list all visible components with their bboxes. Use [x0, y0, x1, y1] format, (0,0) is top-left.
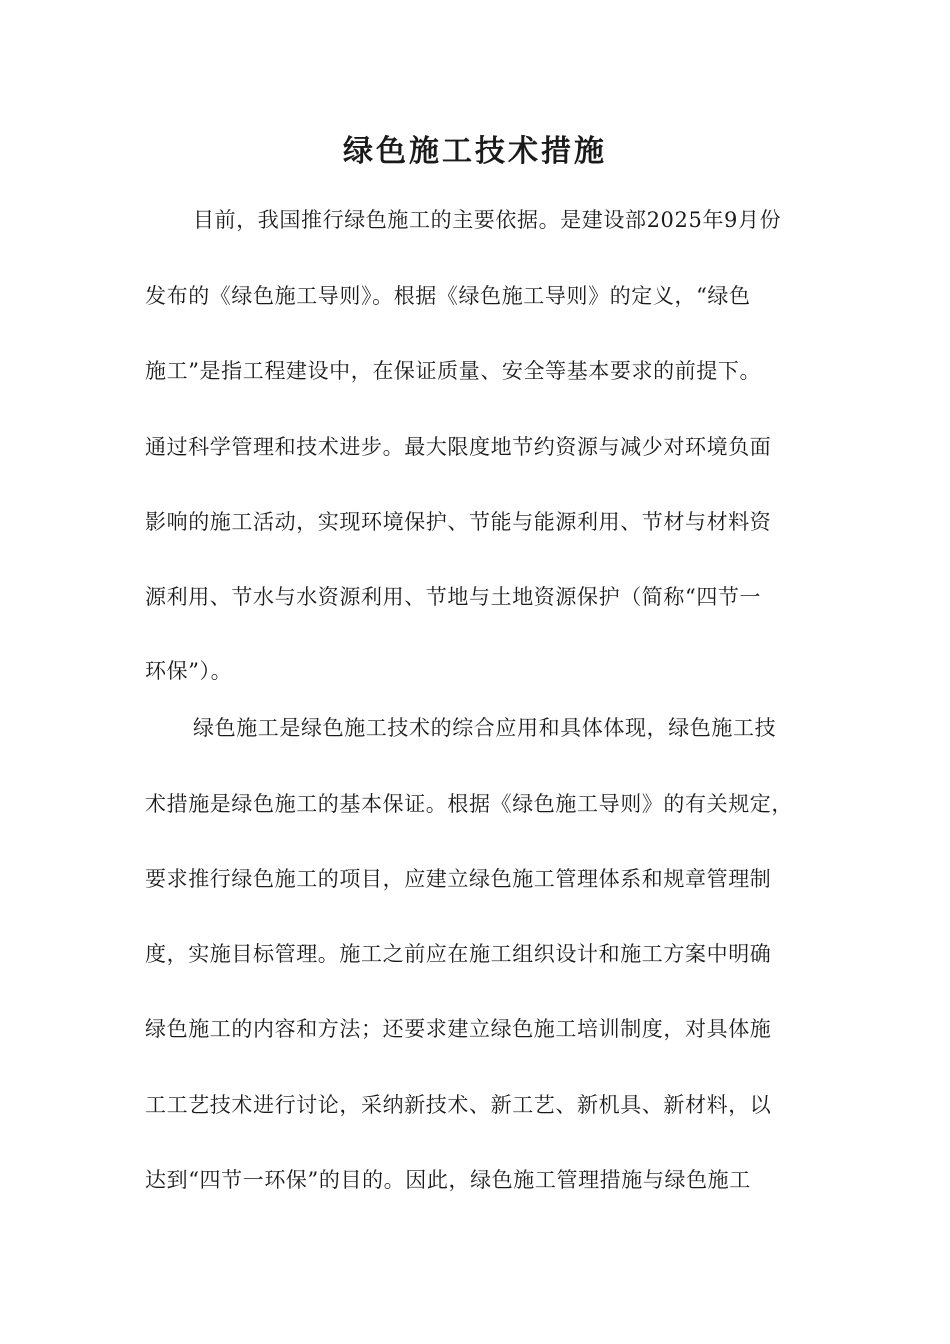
paragraph-line: 环保”）。	[145, 659, 233, 683]
paragraph-line: 绿色施工是绿色施工技术的综合应用和具体体现，绿色施工技	[193, 716, 777, 740]
paragraph-line: 度，实施目标管理。施工之前应在施工组织设计和施工方案中明确	[145, 942, 772, 966]
paragraph-line: 绿色施工的内容和方法；还要求建立绿色施工培训制度，对具体施	[145, 1017, 772, 1041]
paragraph-line: 通过科学管理和技术进步。最大限度地节约资源与减少对环境负面	[145, 435, 772, 459]
paragraph-line: 要求推行绿色施工的项目，应建立绿色施工管理体系和规章管理制	[145, 867, 772, 891]
document-title: 绿色施工技术措施	[343, 134, 607, 169]
paragraph-line: 术措施是绿色施工的基本保证。根据《绿色施工导则》的有关规定，	[145, 792, 793, 816]
paragraph-line: 源利用、节水与水资源利用、节地与土地资源保护（简称“四节一	[145, 585, 762, 609]
paragraph-line: 发布的《绿色施工导则》。根据《绿色施工导则》的定义，“绿色	[145, 284, 751, 308]
paragraph-line: 目前，我国推行绿色施工的主要依据。是建设部2025年9月份	[193, 208, 782, 232]
paragraph-line: 工工艺技术进行讨论，采纳新技术、新工艺、新机具、新材料，以	[145, 1093, 772, 1117]
paragraph-line: 达到“四节一环保”的目的。因此，绿色施工管理措施与绿色施工	[145, 1168, 751, 1192]
paragraph-line: 施工”是指工程建设中，在保证质量、安全等基本要求的前提下。	[145, 359, 762, 383]
paragraph-line: 影响的施工活动，实现环境保护、节能与能源利用、节材与材料资	[145, 510, 772, 534]
